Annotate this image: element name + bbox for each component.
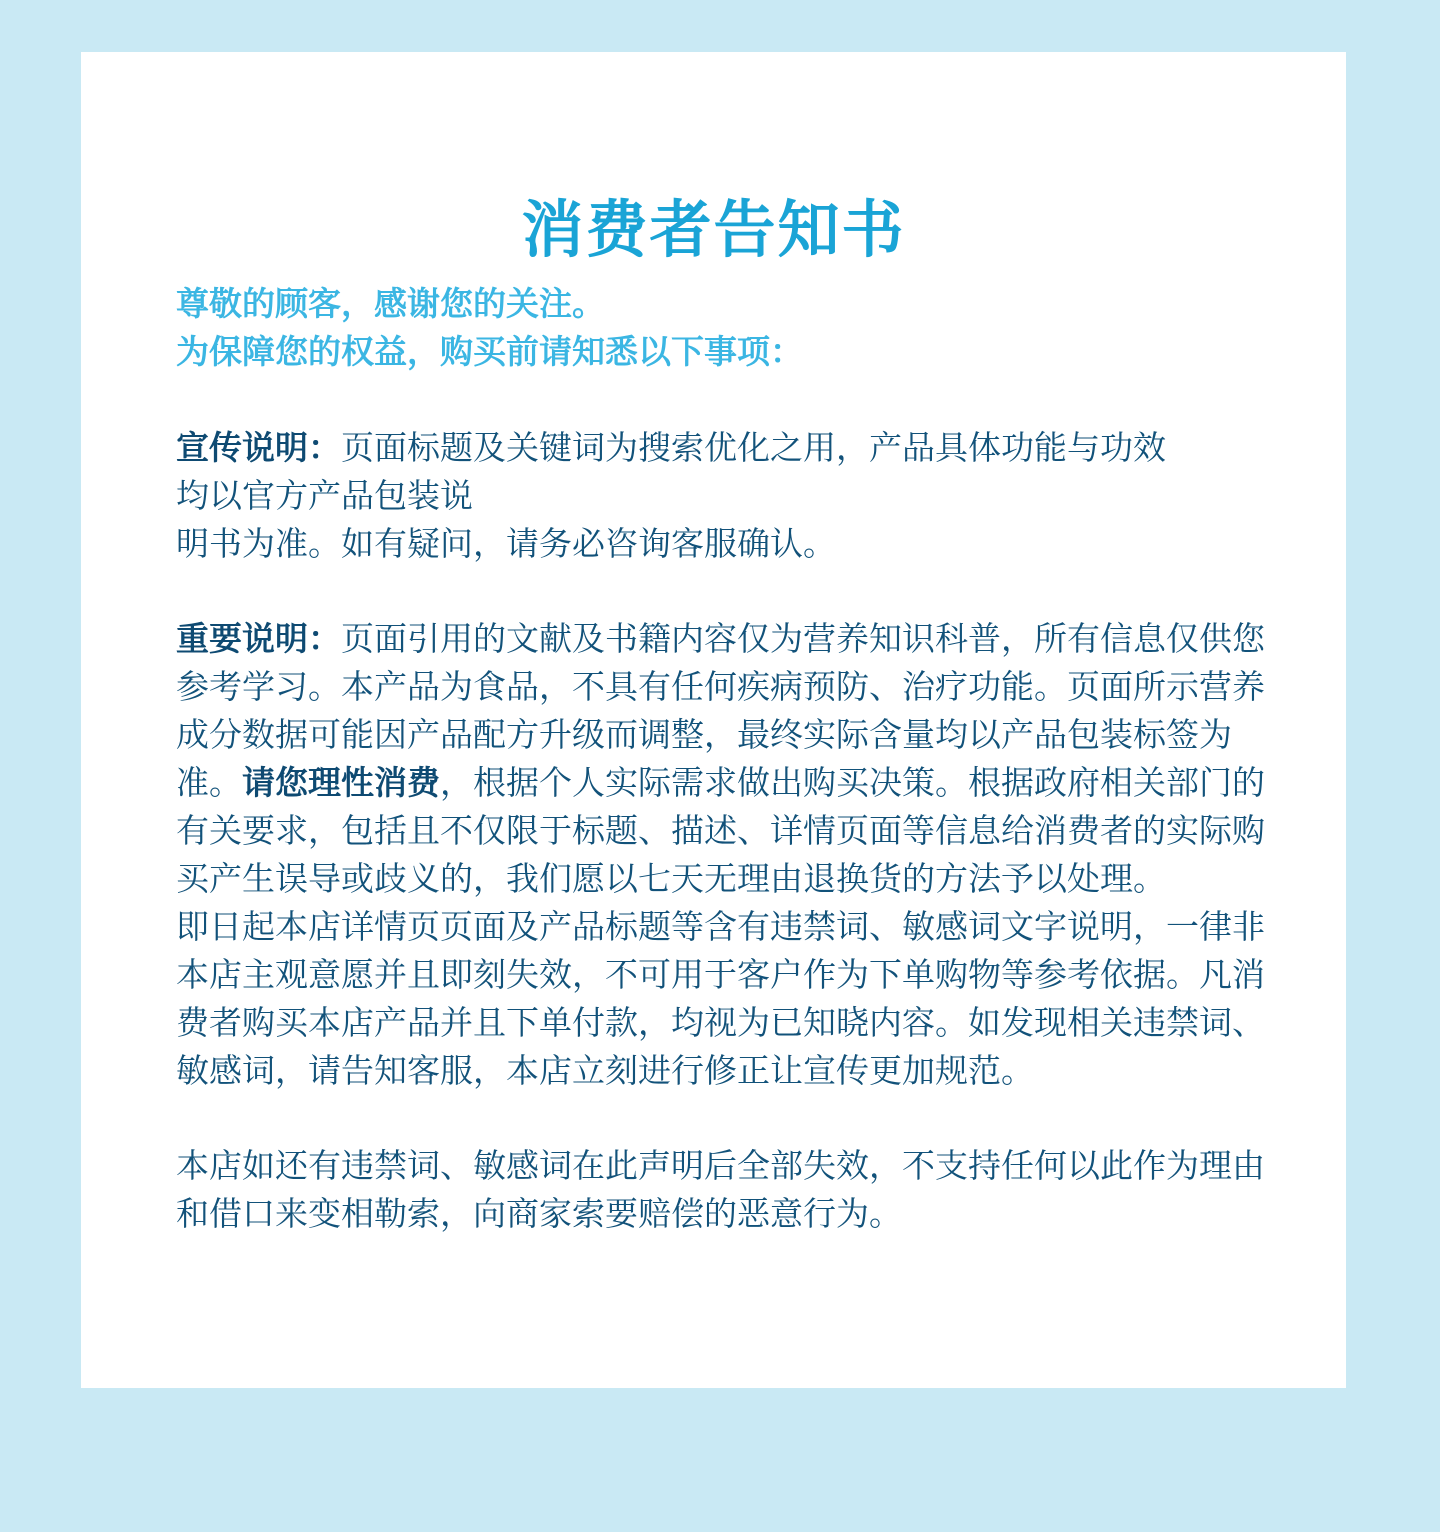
greeting-line-2: 为保障您的权益，购买前请知悉以下事项：: [176, 332, 803, 371]
promotion-notice-line-3: 明书为准。如有疑问，请务必咨询客服确认。: [176, 524, 836, 563]
important-notice-section: [176, 615, 1266, 1095]
page-title: 消费者告知书: [521, 193, 906, 266]
notice-content: [176, 280, 1266, 1238]
rational-consumption-emphasis: 请您理性消费: [242, 763, 440, 802]
promotion-notice-line-1: [176, 424, 1266, 472]
notice-card: [81, 52, 1346, 1388]
disclaimer-text: 本店如还有违禁词、敏感词在此声明后全部失效，不支持任何以此作为理由和借口来变相勒索，向商家索要赔偿的恶意行为。: [176, 1146, 1265, 1233]
disclaimer-section: [176, 1142, 1266, 1238]
promotion-notice-text: 页面标题及关键词为搜索优化之用，产品具体功能与功效: [341, 428, 1166, 467]
greeting-line-1: 尊敬的顾客，感谢您的关注。: [176, 284, 605, 323]
greeting: [176, 280, 1266, 376]
promotion-notice-section: [176, 424, 1266, 568]
important-notice-heading: 重要说明：: [176, 619, 341, 658]
important-notice-paragraph-1: [176, 615, 1266, 903]
important-notice-text-1: 页面引用的文献及书籍内容仅为营养知识科普，所有信息仅供您参考学习。本产品为食品，不具有任何疾病预防、治疗功能。页面所示营养成分数据可能因产品配方升级而调整，最终实际含量均以产品包装标签为准。: [176, 619, 1265, 802]
important-notice-paragraph-2: 即日起本店详情页页面及产品标题等含有违禁词、敏感词文字说明，一律非本店主观意愿并且即刻失效，不可用于客户作为下单购物等参考依据。凡消费者购买本店产品并且下单付款，均视为已知晓内容。如发现相关违禁词、敏感词，请告知客服，本店立刻进行修正让宣传更加规范。: [176, 907, 1265, 1090]
important-notice-text-2: ，根据个人实际需求做出购买决策。根据政府相关部门的有关要求，包括且不仅限于标题、描述、详情页面等信息给消费者的实际购买产生误导或歧义的，我们愿以七天无理由退换货的方法予以处理。: [176, 763, 1265, 898]
promotion-notice-heading: 宣传说明：: [176, 428, 341, 467]
promotion-notice-line-2: 均以官方产品包装说: [176, 476, 473, 515]
